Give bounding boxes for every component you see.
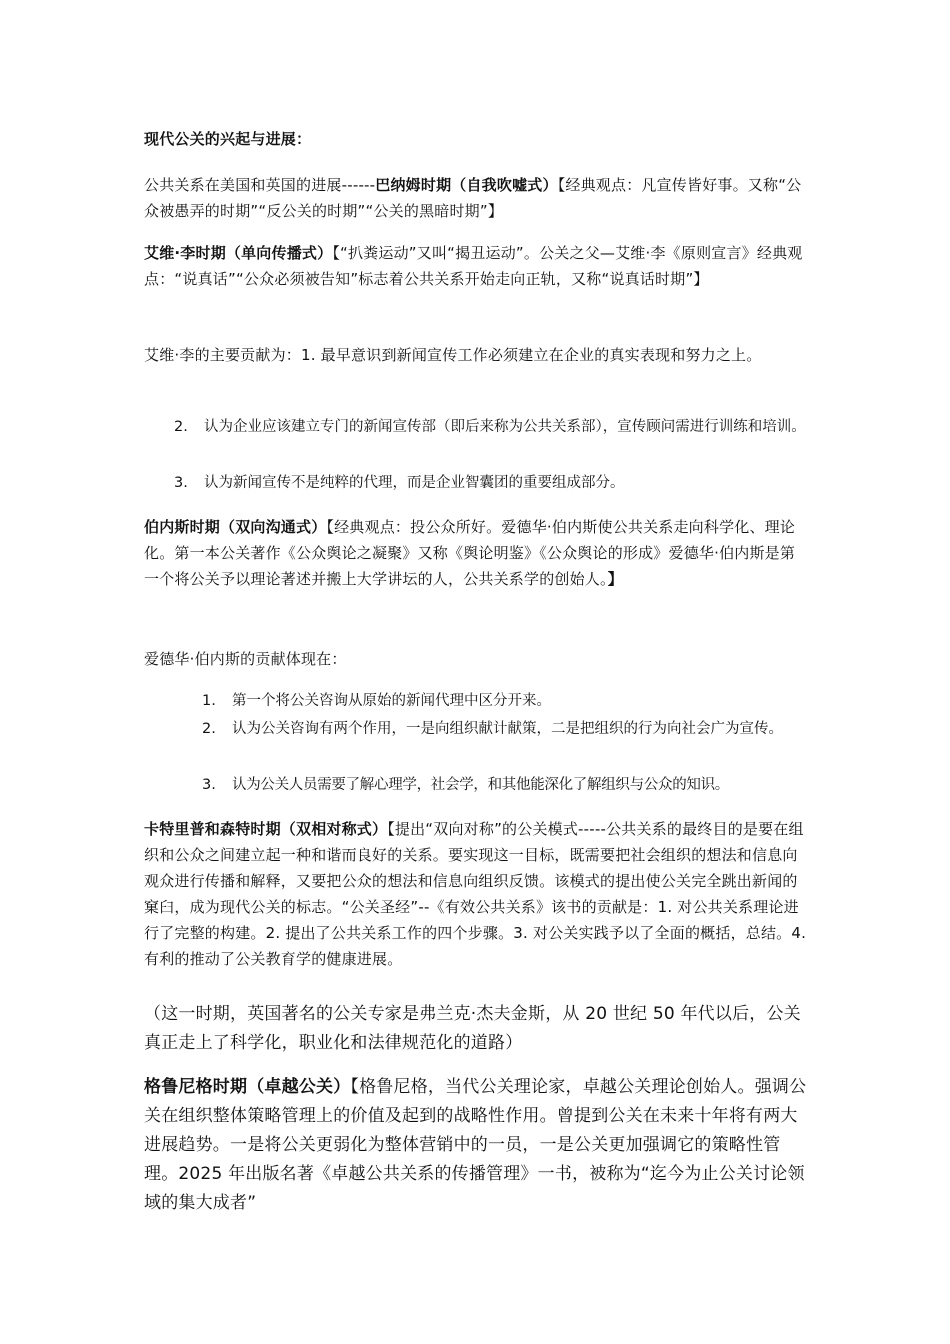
period-title-cutlip-center: 卡特里普和森特时期（双相对称式）	[144, 820, 388, 838]
list-text: 认为企业应该建立专门的新闻宣传部（即后来称为公共关系部），宣传顾问需进行训练和培训。	[204, 419, 806, 435]
paragraph-ivy-lee	[144, 240, 810, 292]
period-title-barnum: 巴纳姆时期（自我吹嘘式）	[375, 176, 558, 194]
period-title-ivy-lee: 艾维·李时期（单向传播式）	[144, 244, 333, 262]
list-item	[174, 414, 810, 440]
text: 【提出“双向对称”的公关模式-----公共关系的最终目的是要在组织和公众之间建立起一种和谐而良好的关系。要实现这一目标，既需要把社会组织的想法和信息向观众进行传播和解释，又要把公众的想法和信息向组织反馈。该模式的提出使公关完全跳出新闻的窠臼，成为现代公关的标志。“公关圣经”--《有效公共关系》该书的贡献是：1. 对公共关系理论进行了完整的构建。2. 提出了公共关系工作的四个步骤。3. 对公关实践予以了全面的概括，总结。4. 有利的推动了公关教育学的健康进展。	[144, 820, 807, 968]
period-title-bernays: 伯内斯时期（双向沟通式）	[144, 518, 327, 536]
paragraph-uk-note: （这一时期，英国著名的公关专家是弗兰克·杰夫金斯，从 20 世纪 50 年代以后，公关真正走上了科学化，职业化和法律规范化的道路）	[144, 1004, 801, 1053]
list-item	[202, 716, 810, 742]
list-text: 认为公关人员需要了解心理学，社会学，和其他能深化了解组织与公众的知识。	[232, 777, 729, 793]
list-item	[202, 688, 810, 714]
section-heading: 现代公关的兴起与进展：	[144, 130, 312, 148]
list-number: 2.	[202, 721, 216, 737]
list-item	[174, 470, 810, 496]
list-text: 认为公关咨询有两个作用，一是向组织献计献策，二是把组织的行为向社会广为宣传。	[232, 721, 783, 737]
text: 【“扒粪运动”又叫“揭丑运动”。公关之父—艾维·李《原则宣言》经典观点：“说真话”“公众必须被告知”标志着公共关系开始走向正轨，又称“说真话时期”】	[144, 244, 803, 288]
paragraph-grunig	[144, 1073, 814, 1218]
list-number: 3.	[202, 777, 216, 793]
paragraph-ivy-lee-contribution: 艾维·李的主要贡献为：1. 最早意识到新闻宣传工作必须建立在企业的真实表现和努力之上。	[144, 346, 762, 364]
list-number: 3.	[174, 475, 188, 491]
paragraph-bernays	[144, 514, 810, 592]
text: 【经典观点：凡宣传皆好事。又称“公众被愚弄的时期”“反公关的时期”“公关的黑暗时期”】	[144, 176, 802, 220]
list-text: 第一个将公关咨询从原始的新闻代理中区分开来。	[232, 693, 551, 709]
list-number: 1.	[202, 693, 216, 709]
text: 【格鲁尼格，当代公关理论家，卓越公关理论创始人。强调公关在组织整体策略管理上的价值及起到的战略性作用。曾提到公关在未来十年将有两大进展趋势。一是将公关更弱化为整体营销中的一员，一是公关更加强调它的策略性管理。2025 年出版名著《卓越公共关系的传播管理》一书，被称为“迄今为止公关讨论领域的集大成者”	[144, 1077, 807, 1213]
paragraph-cutlip-center	[144, 816, 810, 972]
list-text: 认为新闻宣传不是纯粹的代理，而是企业智囊团的重要组成部分。	[204, 475, 625, 491]
paragraph-bernays-contribution: 爱德华·伯内斯的贡献体现在：	[144, 650, 347, 668]
text: 公共关系在美国和英国的进展------	[144, 176, 376, 194]
period-title-grunig: 格鲁尼格时期（卓越公关）	[144, 1077, 351, 1097]
list-item	[202, 772, 814, 798]
text: 【经典观点：投公众所好。爱德华·伯内斯使公共关系走向科学化、理论化。第一本公关著作《公众舆论之凝聚》又称《舆论明鉴》《公众舆论的形成》爱德华·伯内斯是第一个将公关予以理论著述并搬上大学讲坛的人，公共关系学的创始人。	[144, 518, 796, 588]
list-number: 2.	[174, 419, 188, 435]
text: 】	[607, 570, 623, 588]
paragraph-barnum	[144, 172, 810, 224]
